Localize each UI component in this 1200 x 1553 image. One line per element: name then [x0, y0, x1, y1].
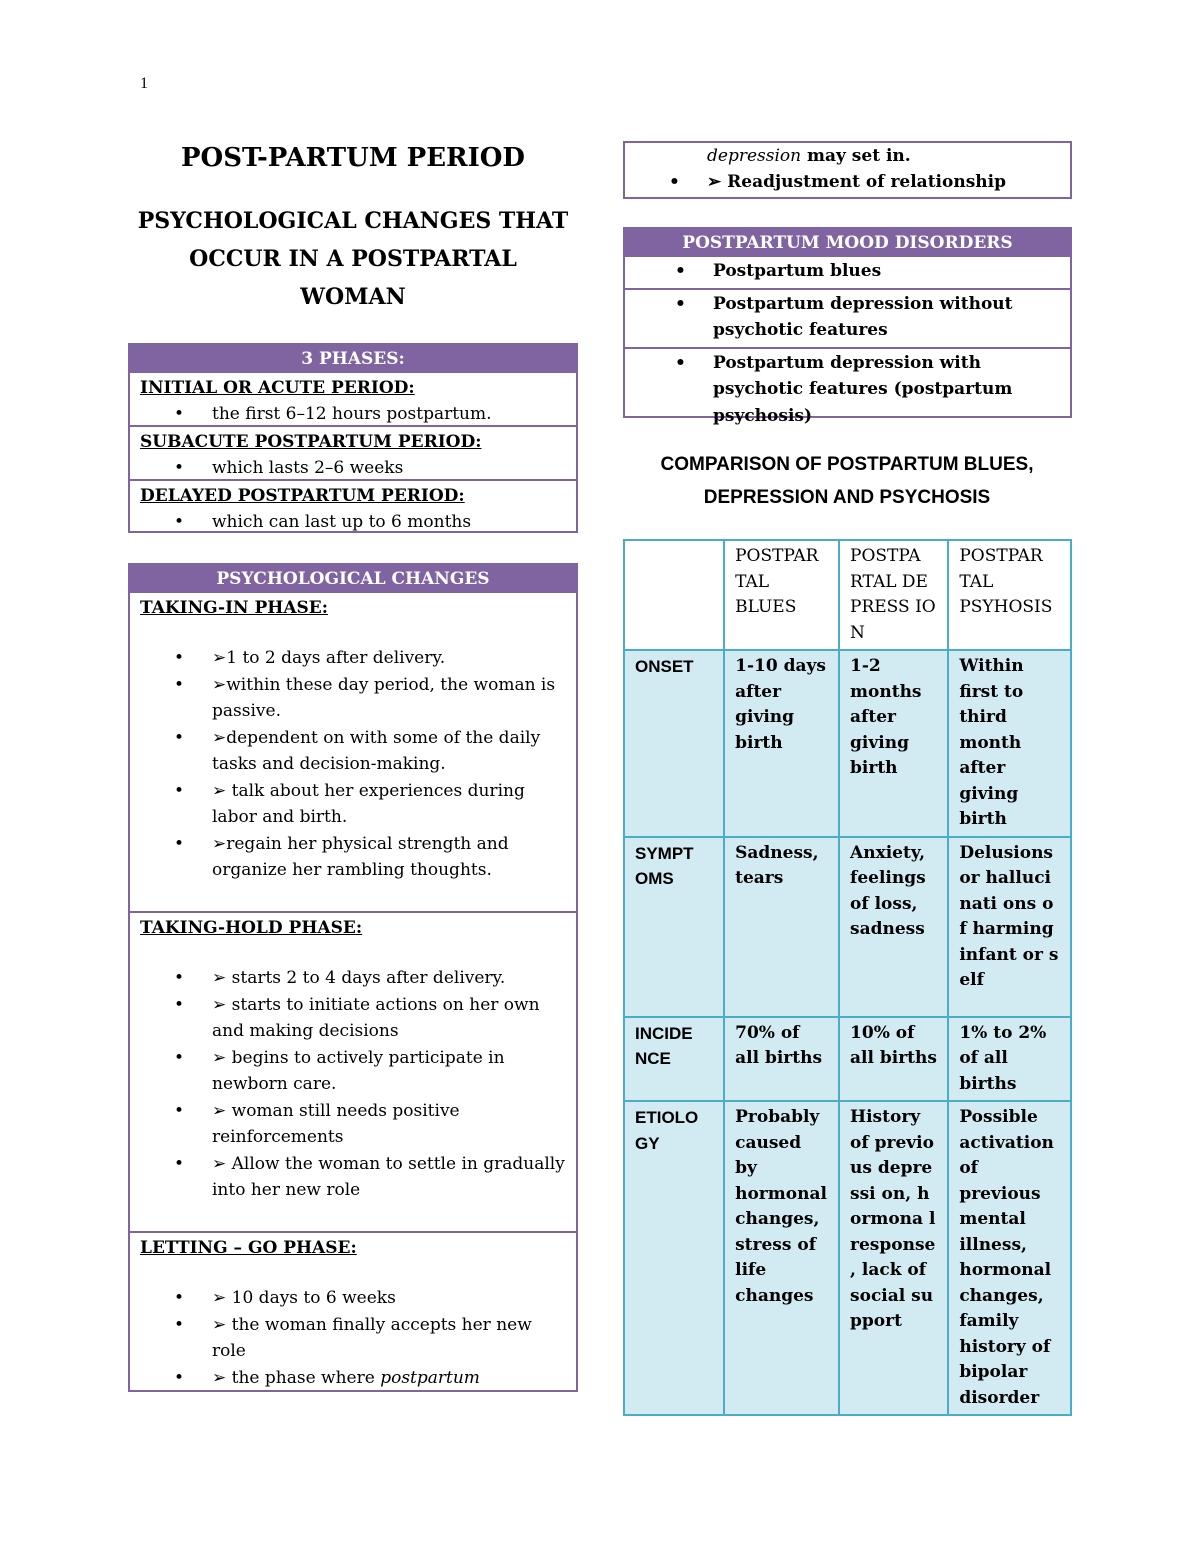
list-item: • ➢ starts 2 to 4 days after delivery. — [140, 965, 566, 992]
list-item: • ➢ talk about her experiences during labor and birth. — [140, 778, 566, 831]
row-label: INCIDE NCE — [624, 1017, 724, 1102]
list-item — [140, 1365, 566, 1392]
list-item: • Postpartum depression without psychotic features — [631, 291, 1064, 344]
header-cell: POSTPAR TAL PSYHOSIS — [948, 540, 1071, 650]
phase-title: INITIAL OR ACUTE PERIOD: — [140, 378, 415, 398]
table-cell: Probably caused by hormonal changes, stress of life changes — [724, 1101, 839, 1415]
header-cell: POSTPA RTAL DEPRESS ION — [839, 540, 948, 650]
letting-go-section — [130, 1231, 576, 1395]
table-row — [624, 1101, 1071, 1415]
table-cell: 10% of all births — [839, 1017, 948, 1102]
phase-section — [130, 373, 576, 425]
mood-header: POSTPARTUM MOOD DISORDERS — [625, 229, 1070, 257]
table-row — [624, 650, 1071, 837]
phases-box — [128, 343, 578, 533]
subtitle-line: WOMAN — [300, 284, 406, 310]
table-cell: Anxiety, feelings of loss, sadness — [839, 837, 948, 1017]
mood-disorders-box — [623, 227, 1072, 426]
subtitle-line: OCCUR IN A POSTPARTAL — [189, 246, 517, 272]
list-item: • which can last up to 6 months — [140, 509, 566, 536]
continuation-italic: depression — [707, 146, 802, 166]
page-number: 1 — [140, 75, 148, 92]
item-italic-text: postpartum — [380, 1367, 480, 1388]
table-row — [624, 837, 1071, 1017]
table-cell: Sadness, tears — [724, 837, 839, 1017]
list-item: • ➢dependent on with some of the daily tasks and decision-making. — [140, 725, 566, 778]
list-item: • ➢regain her physical strength and organize her rambling thoughts. — [140, 831, 566, 884]
changes-header: PSYCHOLOGICAL CHANGES — [130, 565, 576, 593]
list-item: • ➢1 to 2 days after delivery. — [140, 645, 566, 672]
header-cell: POSTPAR TAL BLUES — [724, 540, 839, 650]
mood-item — [625, 347, 1070, 433]
list-item: • the first 6–12 hours postpartum. — [140, 401, 566, 428]
table-row — [624, 1017, 1071, 1102]
list-item: • ➢ Readjustment of relationship — [625, 169, 1070, 196]
phase-section — [130, 479, 576, 540]
continuation-text: may set in. — [801, 146, 911, 166]
phase-section — [130, 425, 576, 479]
list-item: • ➢ woman still needs positive reinforcements — [140, 1098, 566, 1151]
phase-title: SUBACUTE POSTPARTUM PERIOD: — [140, 432, 482, 452]
item-text: ➢ the phase where — [212, 1367, 381, 1388]
comparison-title-line: COMPARISON OF POSTPARTUM BLUES, — [660, 454, 1034, 475]
page-subtitle — [128, 202, 578, 316]
list-item: • ➢ starts to initiate actions on her own and making decisions — [140, 992, 566, 1045]
header-cell — [624, 540, 724, 650]
table-cell: 1% to 2% of all births — [948, 1017, 1071, 1102]
table-cell: 70% of all births — [724, 1017, 839, 1102]
taking-in-section — [130, 593, 576, 911]
comparison-title-line: DEPRESSION AND PSYCHOSIS — [703, 487, 991, 508]
page-title: POST-PARTUM PERIOD — [181, 143, 525, 173]
list-item: • which lasts 2–6 weeks — [140, 455, 566, 482]
table-cell: Delusions or hallucinati ons of harming infant or self — [948, 837, 1071, 1017]
table-cell: Within first to third month after giving birth — [948, 650, 1071, 837]
subtitle-line: PSYCHOLOGICAL CHANGES THAT — [137, 208, 569, 234]
section-title: TAKING-IN PHASE: — [140, 598, 329, 618]
table-cell: History of previous depressi on, hormona l response , lack of social support — [839, 1101, 948, 1415]
table-cell: 1-10 days after giving birth — [724, 650, 839, 837]
list-item: • ➢ the woman finally accepts her new role — [140, 1312, 566, 1365]
list-item: • ➢within these day period, the woman is passive. — [140, 672, 566, 725]
section-title: TAKING-HOLD PHASE: — [140, 918, 363, 938]
table-cell: Possible activation of previous mental illness, hormonal changes, family history of bipolar disorder — [948, 1101, 1071, 1415]
list-item: • ➢ 10 days to 6 weeks — [140, 1285, 566, 1312]
comparison-table — [623, 539, 1072, 1416]
phases-header: 3 PHASES: — [130, 345, 576, 373]
list-item: • Postpartum blues — [631, 258, 1064, 285]
table-header-row — [624, 540, 1071, 650]
continuation-line — [625, 143, 1070, 169]
continuation-box — [623, 141, 1072, 199]
row-label: ETIOLO GY — [624, 1101, 724, 1415]
taking-hold-section — [130, 911, 576, 1231]
table-cell: 1-2 months after giving birth — [839, 650, 948, 837]
list-item: • ➢ begins to actively participate in newborn care. — [140, 1045, 566, 1098]
comparison-title — [624, 448, 1070, 514]
psychological-changes-box — [128, 563, 578, 1392]
phase-title: DELAYED POSTPARTUM PERIOD: — [140, 486, 465, 506]
mood-item — [625, 257, 1070, 288]
list-item: • ➢ Allow the woman to settle in gradually into her new role — [140, 1151, 566, 1204]
mood-item — [625, 288, 1070, 347]
section-title: LETTING – GO PHASE: — [140, 1238, 357, 1258]
row-label: SYMPT OMS — [624, 837, 724, 1017]
list-item: • Postpartum depression with psychotic features (postpartum psychosis) — [631, 350, 1064, 430]
row-label: ONSET — [624, 650, 724, 837]
